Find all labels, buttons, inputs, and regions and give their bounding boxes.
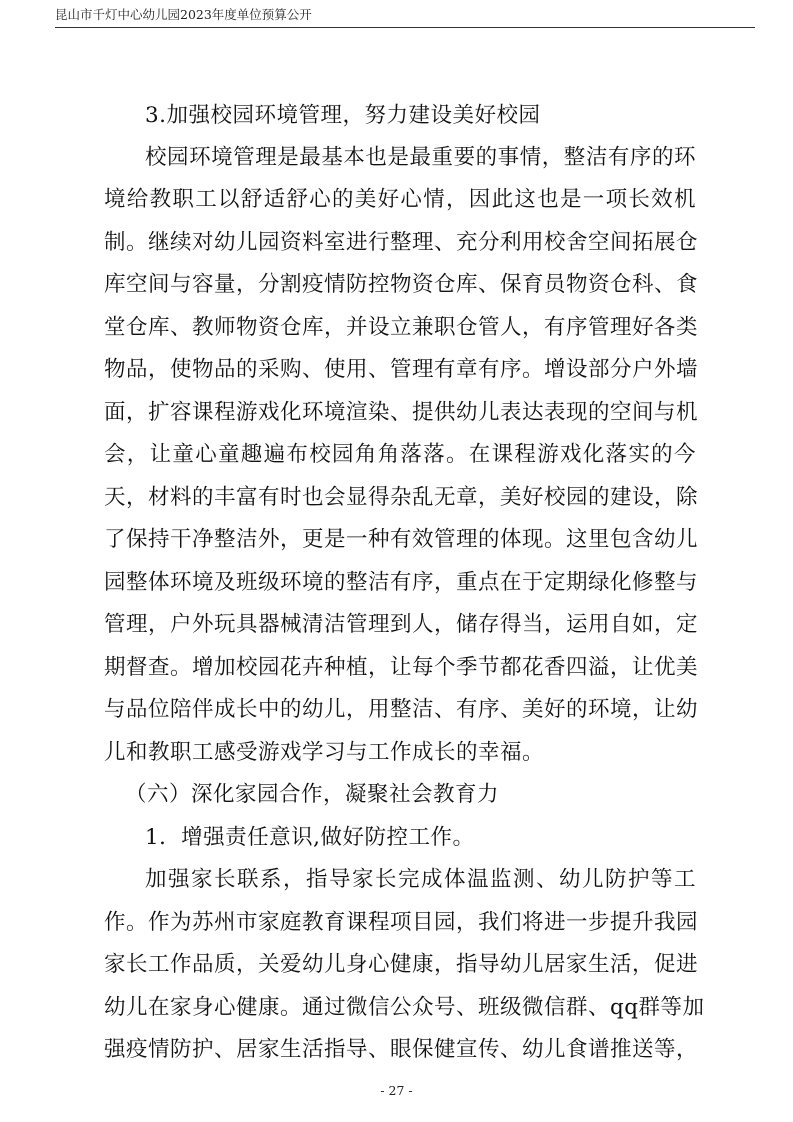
paragraph-line: 库空间与容量，分割疫情防控物资仓库、保育员物资仓科、食: [104, 272, 699, 297]
paragraph-line: 管理，户外玩具器械清洁管理到人，储存得当，运用自如，定: [104, 612, 699, 637]
paragraph-line: 天，材料的丰富有时也会显得杂乱无章，美好校园的建设，除: [104, 485, 699, 510]
paragraph-line: 强疫情防护、居家生活指导、眼保健宣传、幼儿食谱推送等，: [104, 1037, 699, 1062]
paragraph-line: 堂仓库、教师物资仓库，并设立兼职仓管人，有序管理好各类: [104, 315, 699, 340]
paragraph-line: 作。作为苏州市家庭教育课程项目园，我们将进一步提升我园: [104, 910, 699, 935]
header-divider: [55, 27, 755, 28]
paragraph-line: 物品，使物品的采购、使用、管理有章有序。增设部分户外墙: [104, 357, 699, 382]
paragraph-line: 加强家长联系，指导家长完成体温监测、幼儿防护等工: [145, 867, 696, 892]
section-heading: 3.加强校园环境管理，努力建设美好校园: [145, 103, 541, 128]
paragraph-line: 面，扩容课程游戏化环境渲染、提供幼儿表达表现的空间与机: [104, 400, 699, 425]
paragraph-line: 制。继续对幼儿园资料室进行整理、充分利用校舍空间拓展仓: [104, 230, 699, 255]
paragraph-line: 园整体环境及班级环境的整洁有序，重点在于定期绿化修整与: [104, 570, 699, 595]
subsection-heading: 1．增强责任意识,做好防控工作。: [145, 825, 475, 850]
paragraph-line: 期督查。增加校园花卉种植，让每个季节都花香四溢，让优美: [104, 655, 699, 680]
paragraph-line: 境给教职工以舒适舒心的美好心情，因此这也是一项长效机: [104, 187, 696, 212]
paragraph-line: 校园环境管理是最基本也是最重要的事情，整洁有序的环: [145, 145, 696, 170]
paragraph-line: 与品位陪伴成长中的幼儿，用整洁、有序、美好的环境，让幼: [104, 697, 699, 722]
paragraph-line: 幼儿在家身心健康。通过微信公众号、班级微信群、qq群等加: [104, 995, 705, 1020]
page-header: 昆山市千灯中心幼儿园2023年度单位预算公开: [55, 7, 312, 22]
paragraph-line: 了保持干净整洁外，更是一种有效管理的体现。这里包含幼儿: [104, 527, 699, 552]
section-heading: （六）深化家园合作，凝聚社会教育力: [125, 782, 500, 807]
page-number: - 27 -: [380, 1083, 413, 1098]
paragraph-line: 儿和教职工感受游戏学习与工作成长的幸福。: [104, 740, 545, 765]
paragraph-line: 会，让童心童趣遍布校园角角落落。在课程游戏化落实的今: [104, 442, 696, 467]
paragraph-line: 家长工作品质，关爱幼儿身心健康，指导幼儿居家生活，促进: [104, 952, 699, 977]
